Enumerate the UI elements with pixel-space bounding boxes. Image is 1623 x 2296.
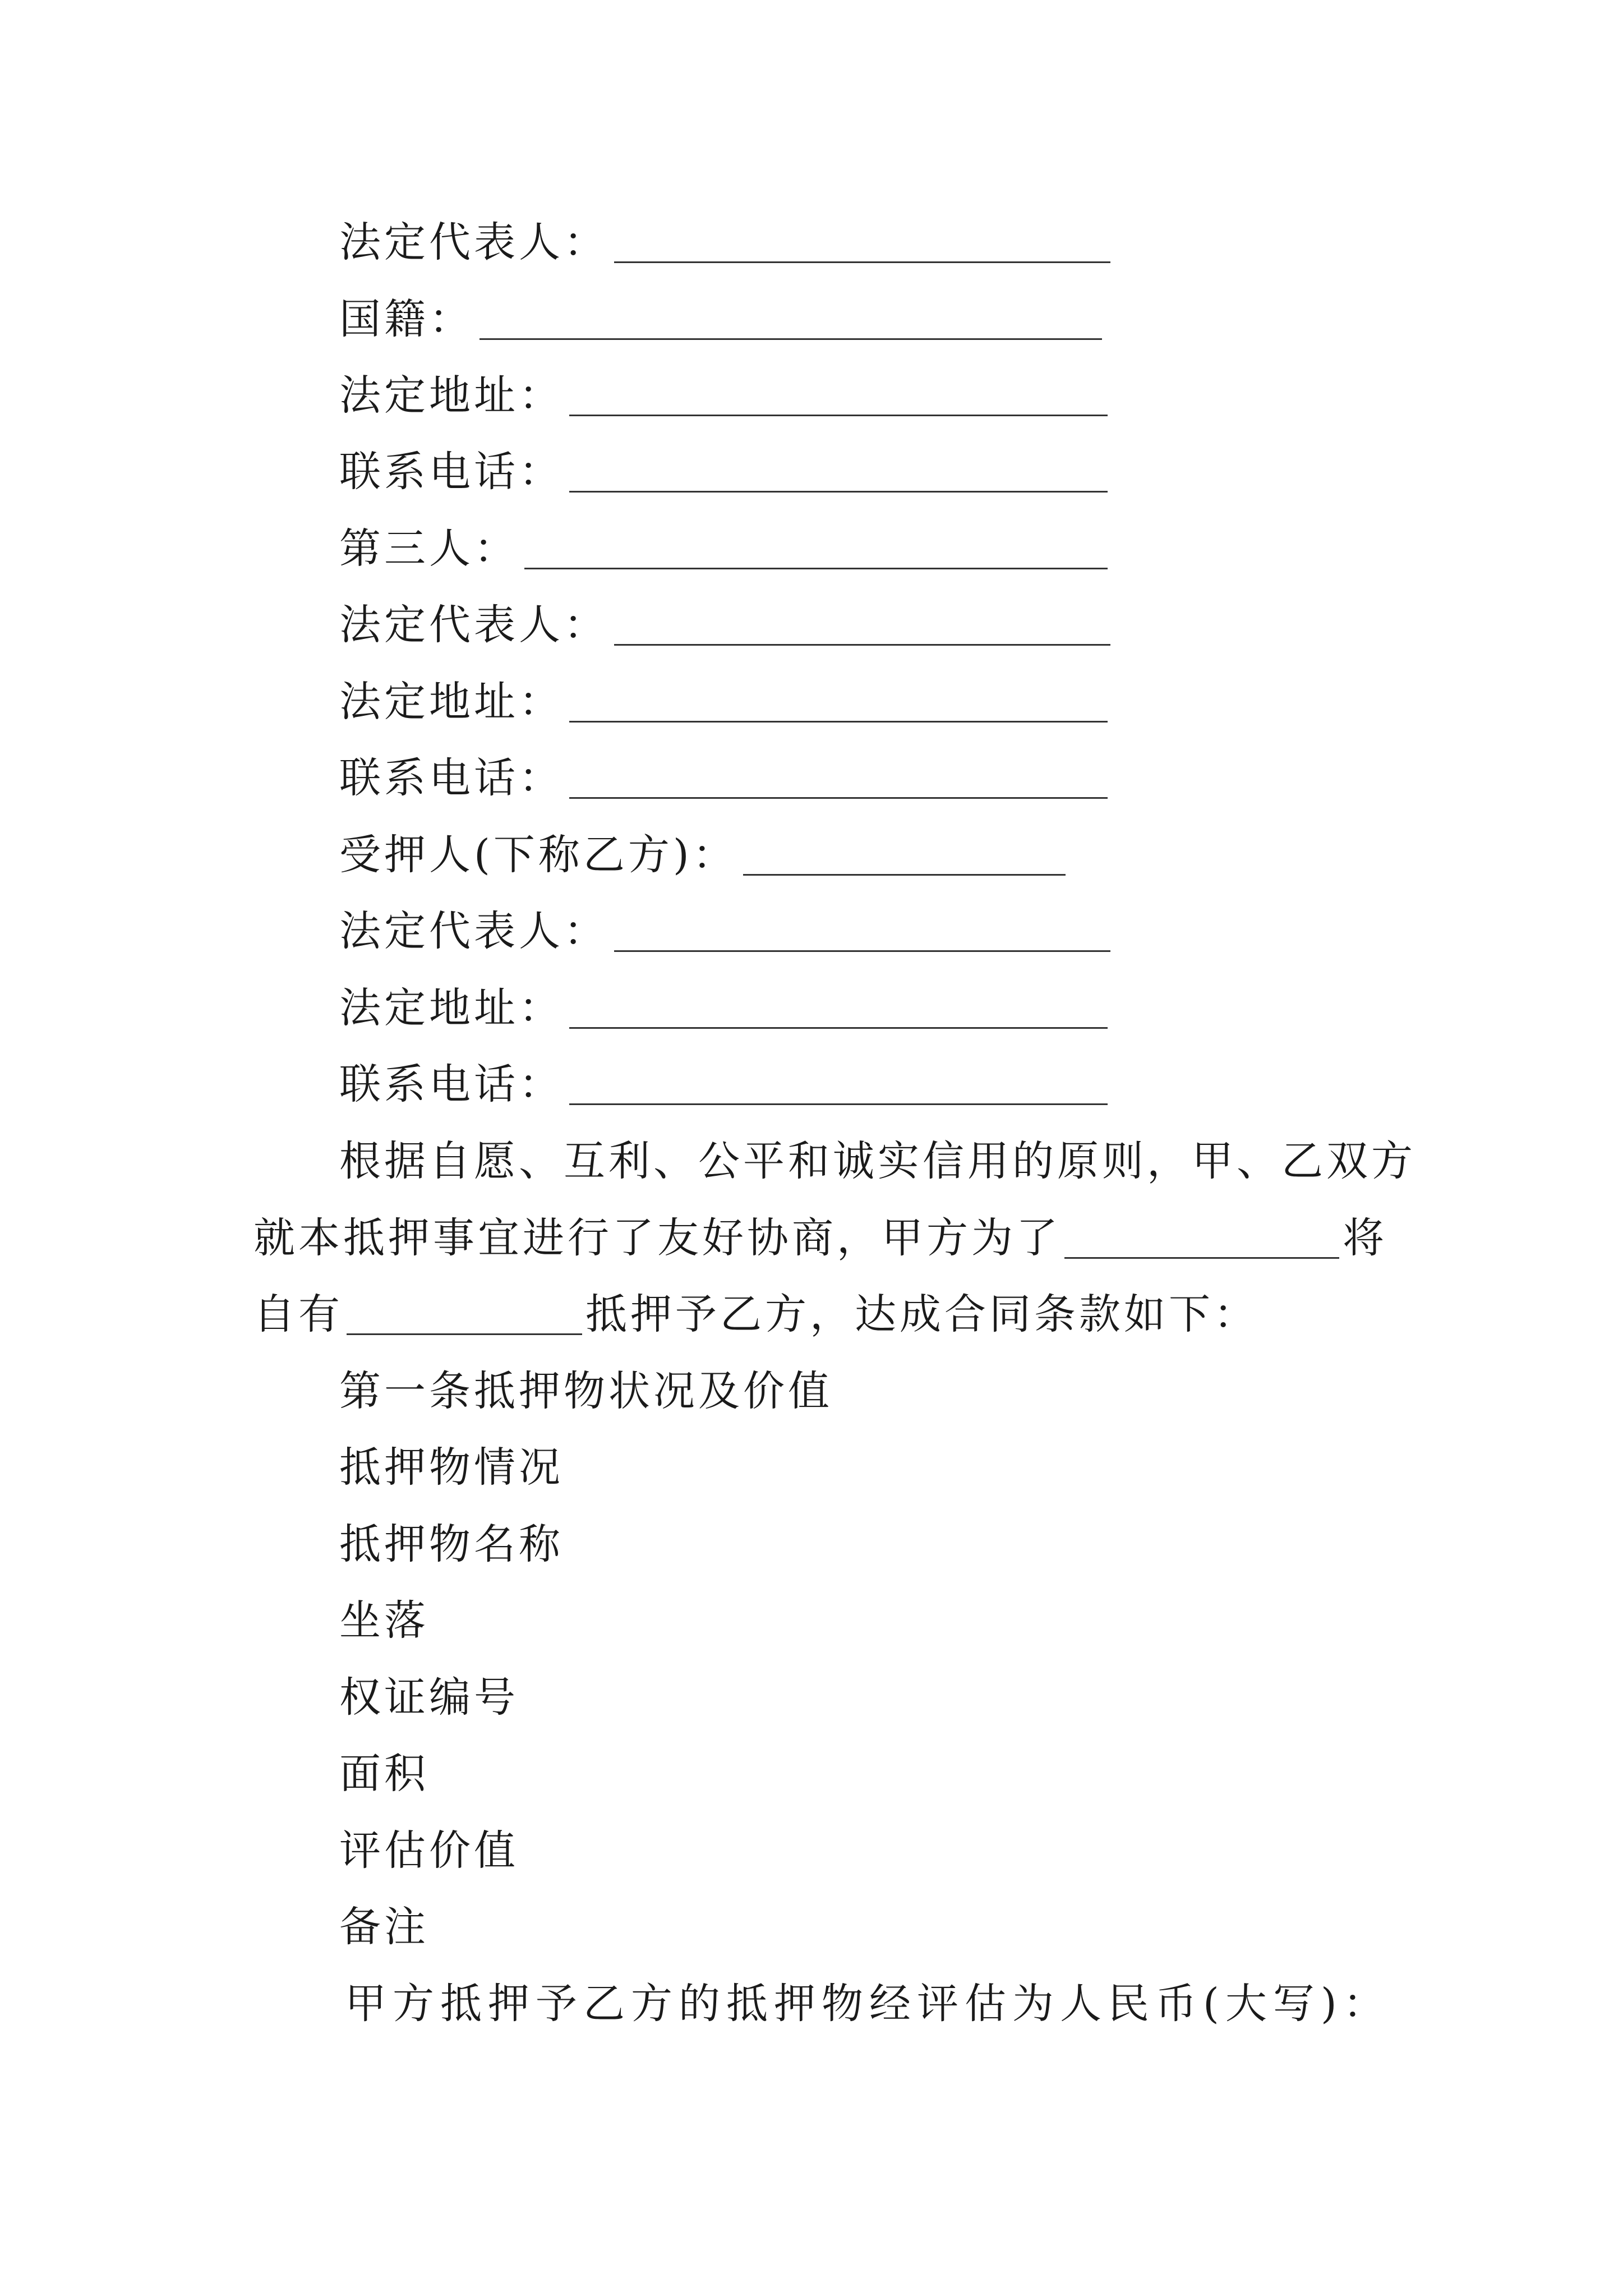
field-label: 联系电话： — [339, 448, 564, 496]
article-item — [339, 1443, 564, 1492]
blank-underline[interactable] — [479, 305, 1102, 340]
field-label: 联系电话： — [339, 754, 564, 802]
preamble-line-1 — [339, 1137, 1416, 1185]
field-phone-2 — [339, 754, 1108, 802]
field-pledgee — [339, 831, 1066, 879]
article-item — [339, 1826, 519, 1875]
field-label: 法定代表人： — [339, 601, 608, 649]
blank-underline[interactable] — [569, 381, 1108, 416]
blank-underline[interactable] — [614, 917, 1110, 952]
blank-underline[interactable] — [569, 457, 1108, 493]
preamble-text: 根据自愿、互利、公平和诚实信用的原则，甲、乙双方 — [339, 1137, 1416, 1185]
valuation-line — [345, 1980, 1391, 2028]
blank-underline[interactable] — [1064, 1223, 1339, 1259]
article-item-text: 面积 — [339, 1750, 429, 1798]
field-label: 法定代表人： — [339, 907, 608, 955]
field-address-3 — [339, 984, 1108, 1032]
blank-underline[interactable] — [743, 840, 1066, 876]
article-item-text: 抵押物名称 — [339, 1520, 564, 1568]
field-label: 法定代表人： — [339, 218, 608, 266]
valuation-text: 甲方抵押予乙方的抵押物经评估为人民币(大写)： — [345, 1980, 1391, 2028]
field-legal-rep-3 — [339, 907, 1110, 955]
article-1-title — [339, 1367, 833, 1415]
blank-underline[interactable] — [524, 534, 1108, 569]
blank-underline[interactable] — [569, 687, 1108, 723]
blank-underline[interactable] — [569, 763, 1108, 799]
preamble-line-3 — [253, 1290, 1258, 1338]
field-phone-1 — [339, 448, 1108, 496]
preamble-text: 自有 — [253, 1290, 343, 1338]
field-label: 第三人： — [339, 524, 519, 573]
blank-underline[interactable] — [569, 993, 1108, 1029]
article-item — [339, 1750, 429, 1798]
field-label: 受押人(下称乙方)： — [339, 831, 737, 879]
field-label: 联系电话： — [339, 1060, 564, 1108]
article-item-text: 抵押物情况 — [339, 1443, 564, 1492]
field-address-1 — [339, 371, 1108, 420]
field-label: 法定地址： — [339, 984, 564, 1032]
field-phone-3 — [339, 1060, 1108, 1108]
blank-underline[interactable] — [614, 610, 1110, 646]
article-item — [339, 1903, 429, 1951]
article-title-text: 第一条抵押物状况及价值 — [339, 1367, 833, 1415]
field-address-2 — [339, 678, 1108, 726]
field-label: 法定地址： — [339, 371, 564, 420]
blank-underline[interactable] — [569, 1070, 1108, 1105]
preamble-text: 抵押予乙方，达成合同条款如下： — [585, 1290, 1258, 1338]
article-item-text: 权证编号 — [339, 1673, 519, 1722]
preamble-text: 将 — [1343, 1214, 1387, 1262]
article-item — [339, 1520, 564, 1568]
preamble-line-2 — [253, 1214, 1387, 1262]
article-item-text: 评估价值 — [339, 1826, 519, 1875]
field-legal-rep-1 — [339, 218, 1110, 266]
field-legal-rep-2 — [339, 601, 1110, 649]
field-third-party — [339, 524, 1108, 573]
blank-underline[interactable] — [347, 1300, 582, 1335]
field-label: 法定地址： — [339, 678, 564, 726]
field-label: 国籍： — [339, 295, 474, 343]
article-item-text: 坐落 — [339, 1596, 429, 1645]
blank-underline[interactable] — [614, 228, 1110, 263]
field-nationality — [339, 295, 1102, 343]
article-item-text: 备注 — [339, 1903, 429, 1951]
article-item — [339, 1596, 429, 1645]
article-item — [339, 1673, 519, 1722]
preamble-text: 就本抵押事宜进行了友好协商，甲方为了 — [253, 1214, 1061, 1262]
